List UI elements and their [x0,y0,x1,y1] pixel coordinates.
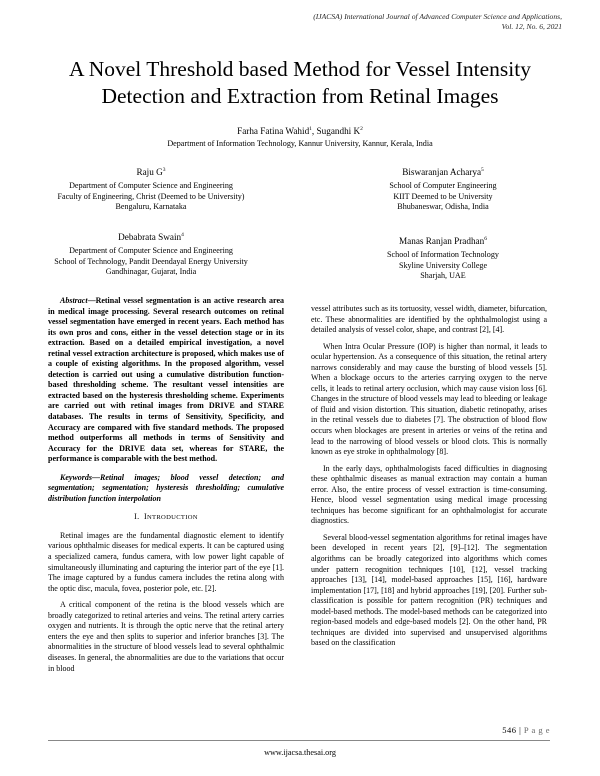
journal-name: (IJACSA) International Journal of Advanced Computer Science and Applications, [313,12,562,21]
body-paragraph: A critical component of the retina is the blood vessels which are broadly categorized to retinal arteries and veins. The retinal artery carries oxygen and nutrients. It is through the optic nerve that the retinal artery enters the eye and then splits to superior and inferior branches [3]. The abnormalities in the structure of blood vessels lead to several ophthalmic diseases. In general, the abnormalities are due to the variations that occur in blood [48,600,284,673]
body-paragraph: Several blood-vessel segmentation algorithms for retinal images have been developed in recent years [2], [9]–[12]. The segmentation algorithms can be broadly categorized into algorithms which comes under pattern recognition techniques [10], [12], vessel tracking approaches [13], [14], model-based approaches [15], [16], hardware implementation [17], [18] and hybrid approaches [19], [20]. Further sub-classification is possible for pattern recognition (PR) techniques and model-based methods. The model-based methods can be categorized into region-based models and edge-based models [2]. On the other hand, PR techniques are divided into supervised and unsupervised algorithms based on the classification [311,532,547,648]
author-name: Sugandhi K [316,126,361,136]
left-column [48,296,284,674]
keywords-label: Keywords [60,472,92,482]
page-number-value: 546 [502,725,517,735]
author-block-manas [330,235,556,282]
title-line-2: Detection and Extraction from Retinal Images [101,84,499,108]
section-initial: I [143,512,147,522]
footer-url: www.ijacsa.thesai.org [264,748,336,757]
section-heading-introduction [48,512,284,524]
section-number: I. [134,512,140,522]
affiliation-line: Sharjah, UAE [420,271,466,280]
abstract-label: Abstract [60,296,88,305]
primary-affiliation: Department of Information Technology, Kannur University, Kannur, Kerala, India [167,139,433,148]
affiliation-line: School of Information Technology [387,250,499,259]
page-number-separator: | [516,725,524,735]
affiliation-line: School of Technology, Pandit Deendayal Energy University [54,256,248,266]
keywords-text: —Retinal images; blood vessel detection; and segmentation; segmentation; hysteresis thresholding; cumulative distribution function interpolation [48,472,284,503]
affiliation-line: Faculty of Engineering, Christ (Deemed to be University) [57,191,245,201]
author-name: Farha Fatina Wahid [237,126,310,136]
author-index: 4 [181,231,184,238]
journal-volume: Vol. 12, No. 6, 2021 [501,22,562,31]
abstract-text: Retinal vessel segmentation is an active research area in medical image processing. Several research outcomes on retinal vessel segmentation have emerged in recent years. Each method has its own pros and cons, either in the vessel detection stage or in its extraction. Based on a detailed empirical investigation, a novel retinal vessel extraction architecture is proposed, which makes use of a couple of existing algorithms. In the proposed algorithm, vessel detection is carried out using a cumulative distribution function-based thresholding scheme. The resultant vessel intensities are extracted based on the hysteresis thresholding scheme. Experiments are carried out with retinal images from DRIVE and STARE databases. The results in terms of Sensitivity, Specificity, and Accuracy are compared with five standard methods. The proposed method outperforms all methods in terms of Sensitivity and Accuracy for the DRIVE data set, whereas for STARE, the performance is comparable with the best method. [48,296,284,464]
page-number [502,725,550,735]
affiliation-line: Skyline University College [398,260,488,270]
abstract-dash: — [87,296,96,305]
body-paragraph: vessel attributes such as its tortuosity, vessel width, diameter, bifurcation, etc. These abnormalities are identified by the ophthalmologist using a detailed analysis of vessel color, shape, and contrast [2], [4]. [311,304,547,335]
author-block-biswaranjan [330,166,556,213]
author-index: 2 [360,125,363,132]
running-header [202,12,562,32]
affiliation-line: KIIT Deemed to be University [393,191,493,201]
author-separator: , [311,126,317,136]
affiliation-line: Bengaluru, Karnataka [115,202,187,211]
abstract [48,296,284,465]
body-paragraph: When Intra Ocular Pressure (IOP) is higher than normal, it leads to ocular hypertension. As a consequence of this situation, the retinal artery narrows considerably and may cause the bursting of blood vessels [5]. When a blockage occurs to the arteries carrying oxygen to the nerve cells, it leads to retinal artery occlusion, which may cause vision loss [6]. Changes in the structure of blood vessels may lead to bleeding or leakage of fluid and vision distortion. This situation, diabetic retinopathy, arises in the retinal vessels due to diabetes [7]. The obstruction of blood flow occurs when blockages are present in arteries or veins of the retina and lead to the narrowing of blood vessels or blood clots. This is normally known as eye stroke in ophthalmology [8]. [311,341,547,457]
affiliation-line: Department of Computer Science and Engineering [69,181,233,190]
affiliation-line: Department of Computer Science and Engineering [69,246,233,255]
body-paragraph: In the early days, ophthalmologists faced difficulties in diagnosing these ophthalmic diseases as manual extraction may contain a human error. Also, the entire process of vessel extraction is time-consuming. Hence, blood vessel segmentation using medical image processing techniques has become significant for an ophthalmologist for accurate diagnostics. [311,463,547,526]
primary-authors [40,125,560,137]
page-word: P a g e [523,725,550,735]
keywords [48,473,284,505]
author-name: Raju $G^3$ [136,166,166,177]
affiliation-line: School of Computer Engineering [389,181,497,190]
author-index: 3 [162,166,166,173]
author-index: 1 [309,125,312,132]
paper-title [20,56,580,110]
author-name: Manas Ranjan Pradhan$^6$ [399,235,487,246]
affiliation-line: Bhubaneswar, Odisha, India [397,202,489,211]
author-block-raju [30,166,272,213]
author-name: Biswaranjan Acharya$^5$ [402,166,484,177]
affiliation-line: Gandhinagar, Gujarat, India [105,267,197,276]
author-index: 5 [481,166,484,173]
author-index: 6 [484,235,487,242]
author-block-debabrata [30,231,272,278]
author-name: Debabrata Swain$^4$ [118,231,184,242]
footer-rule [48,740,550,741]
title-line-1: A Novel Threshold based Method for Vessel Intensity [69,57,531,81]
section-title-rest: NTRODUCTION [146,514,198,522]
right-column [311,304,547,649]
body-paragraph: Retinal images are the fundamental diagnostic element to identify various ophthalmic diseases for medical experts. It can be captured using a specialized camera, fundus camera, with low power light capable of simultaneously illuminating and capturing the interior part of the eye [1]. The image captured by a fundus camera includes the retina along with the optic disc, macula, fovea, posterior pole, etc. [2]. [48,530,284,593]
